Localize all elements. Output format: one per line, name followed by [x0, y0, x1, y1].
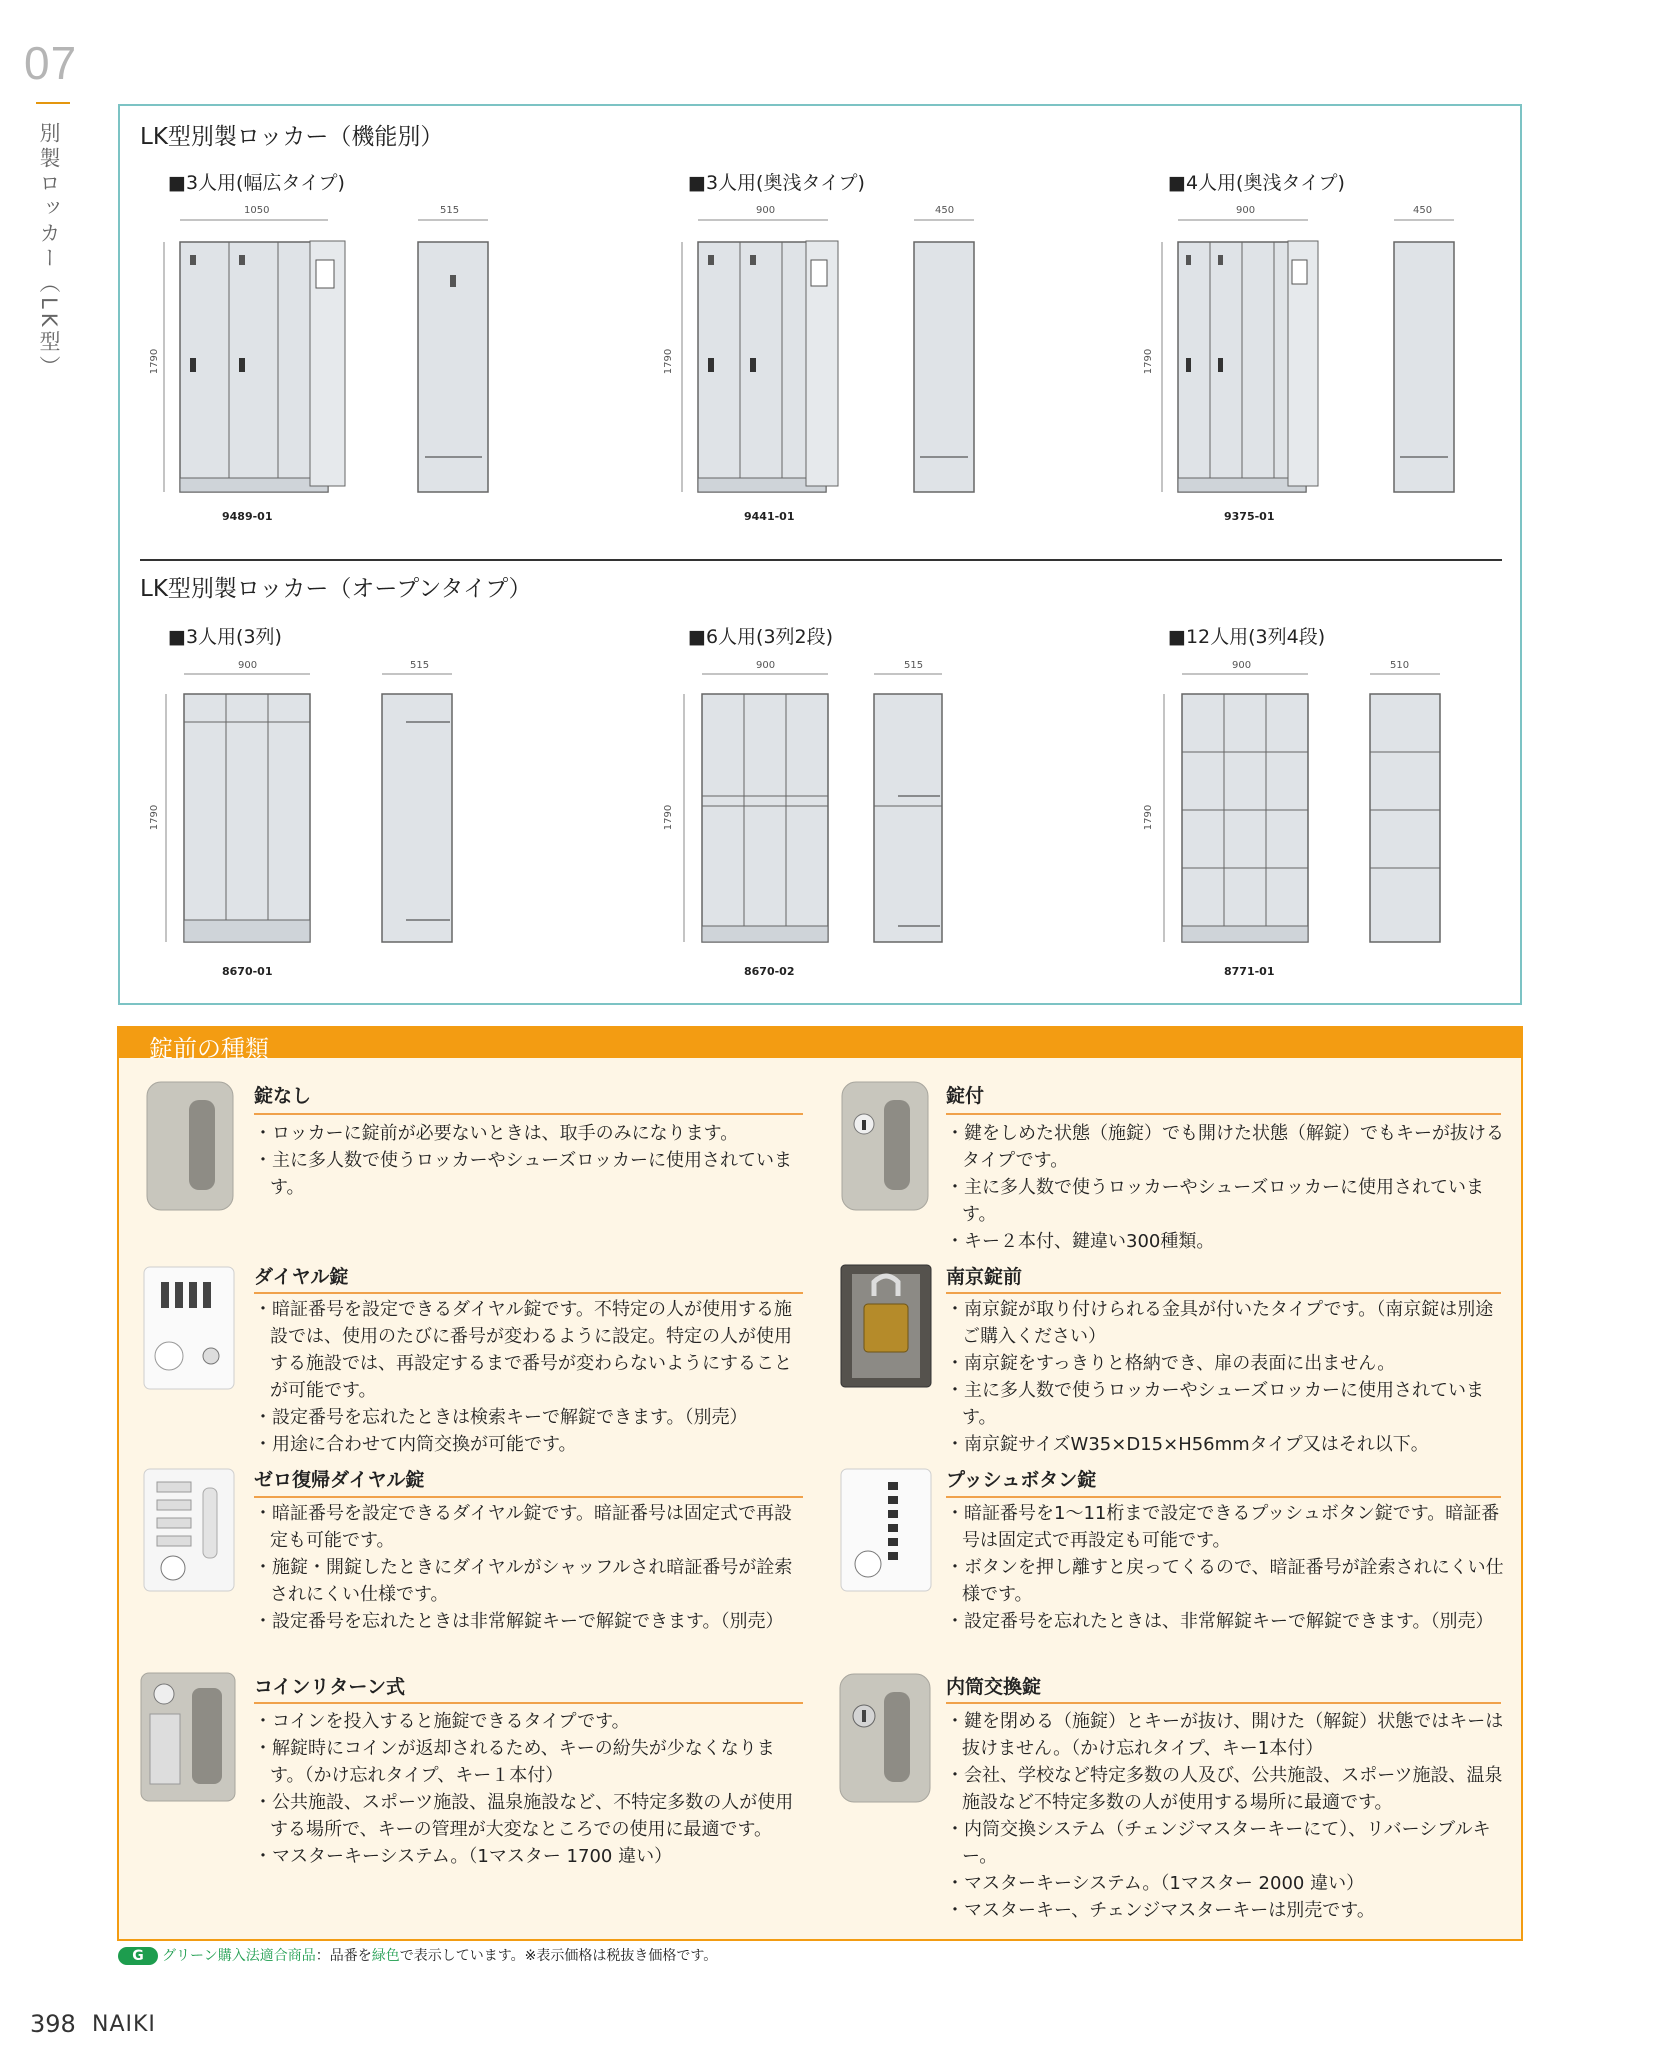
s2-item3-width: 900 — [1232, 660, 1252, 671]
lock-coin-desc — [254, 1708, 804, 1870]
handle-with-key-icon — [840, 1080, 930, 1212]
footnote-green-word: 緑色 — [371, 1948, 400, 1964]
section-divider — [140, 559, 1502, 561]
lock-padlock-rule — [946, 1292, 1501, 1294]
lock-push-desc-2: ・ 設定番号を忘れたときは、非常解錠キーで解錠できます。（別売） — [946, 1608, 1506, 1635]
lock-cylinder-desc-0: ・ 鍵を閉める（施錠）とキーが抜け、開けた（解錠）状態ではキーは抜けません。（かけ忘れタイプ、キー1本付） — [946, 1708, 1506, 1762]
lock-padlock-desc-2: ・ 主に多人数で使うロッカーやシューズロッカーに使用されています。 — [946, 1377, 1506, 1431]
s1-item1-height: 1790 — [149, 348, 161, 375]
s1-item2-depth: 450 — [935, 205, 955, 216]
footnote-text2: で表示しています。※表示価格は税抜き価格です。 — [399, 1948, 718, 1964]
lock-zerodial-desc-0: ・ 暗証番号を設定できるダイヤル錠です。暗証番号は固定式で再設定も可能です。 — [254, 1500, 804, 1554]
lock-cylinder-desc — [946, 1708, 1506, 1924]
lock-dial-desc-2: ・ 用途に合わせて内筒交換が可能です。 — [254, 1431, 804, 1458]
s1-item3-code: 9375-01 — [1224, 510, 1275, 523]
green-purchase-footnote — [118, 1945, 717, 1965]
s2-item1-depth: 515 — [410, 660, 430, 671]
lock-push-desc-1: ・ ボタンを押し離すと戻ってくるので、暗証番号が詮索されにくい仕様です。 — [946, 1554, 1506, 1608]
s2-item1-code: 8670-01 — [222, 965, 273, 978]
s2-item2-label: ■6人用(3列2段) — [688, 626, 834, 648]
zero-return-dial-icon — [143, 1468, 235, 1592]
lock-padlock-desc-3: ・ 南京錠サイズW35×D15×H56mmタイプ又はそれ以下。 — [946, 1431, 1506, 1458]
locker-9375-01-drawing — [1148, 215, 1458, 500]
lock-key-rule — [946, 1113, 1501, 1115]
lock-push-desc-0: ・ 暗証番号を1～11桁まで設定できるプッシュボタン錠です。暗証番号は固定式で再設定も可能です。 — [946, 1500, 1506, 1554]
s2-item3-code: 8771-01 — [1224, 965, 1275, 978]
locker-9489-01-drawing — [150, 215, 500, 500]
lock-key-title: 錠付 — [946, 1085, 985, 1107]
lock-coin-desc-3: ・ マスターキーシステム。（1マスター 1700 違い） — [254, 1843, 804, 1870]
lock-cylinder-rule — [946, 1702, 1501, 1704]
s1-item1-label: ■3人用(幅広タイプ) — [168, 172, 345, 194]
lock-cylinder-desc-3: ・ マスターキーシステム。（1マスター 2000 違い） — [946, 1870, 1506, 1897]
lock-zerodial-title: ゼロ復帰ダイヤル錠 — [254, 1469, 425, 1491]
cylinder-exchange-lock-icon — [838, 1672, 932, 1804]
lock-key-desc-1: ・ 主に多人数で使うロッカーやシューズロッカーに使用されています。 — [946, 1174, 1506, 1228]
lock-none-rule — [254, 1113, 803, 1115]
lock-padlock-desc-0: ・ 南京錠が取り付けられる金具が付いたタイプです。（南京錠は別途ご購入ください） — [946, 1296, 1506, 1350]
locker-8670-02-drawing — [668, 670, 968, 950]
lock-none-title: 錠なし — [254, 1085, 312, 1107]
lock-padlock-title: 南京錠前 — [946, 1266, 1023, 1288]
s1-item2-width: 900 — [756, 205, 776, 216]
lock-cylinder-desc-1: ・ 会社、学校など特定多数の人及び、公共施設、スポーツ施設、温泉施設など不特定多数の人が使用する場所に最適です。 — [946, 1762, 1506, 1816]
lock-none-desc-0: ・ ロッカーに錠前が必要ないときは、取手のみになります。 — [254, 1120, 804, 1147]
lock-cylinder-title: 内筒交換錠 — [946, 1676, 1042, 1698]
s2-item2-width: 900 — [756, 660, 776, 671]
s1-item1-code: 9489-01 — [222, 510, 273, 523]
s2-item2-height: 1790 — [663, 804, 675, 831]
brand-name: NAIKI — [92, 2012, 156, 2037]
chapter-accent-line — [36, 102, 70, 104]
green-logo-icon: G — [118, 1947, 158, 1965]
lock-cylinder-desc-4: ・ マスターキー、チェンジマスターキーは別売です。 — [946, 1897, 1506, 1924]
lock-coin-desc-2: ・ 公共施設、スポーツ施設、温泉施設など、不特定多数の人が使用する場所で、キーの管理が大変なところでの使用に最適です。 — [254, 1789, 804, 1843]
lock-types-heading: 錠前の種類 — [149, 1035, 269, 1063]
lock-types-header — [119, 1028, 1521, 1063]
lock-padlock-desc-1: ・ 南京錠をすっきりと格納でき、扉の表面に出ません。 — [946, 1350, 1506, 1377]
s1-item2-code: 9441-01 — [744, 510, 795, 523]
lock-zerodial-desc — [254, 1500, 804, 1635]
lock-zerodial-desc-2: ・ 設定番号を忘れたときは非常解錠キーで解錠できます。（別売） — [254, 1608, 804, 1635]
s2-item1-height: 1790 — [149, 804, 161, 831]
lock-coin-rule — [254, 1702, 803, 1704]
locker-8771-01-drawing — [1148, 670, 1468, 950]
lock-zerodial-rule — [254, 1496, 803, 1498]
footnote-text1: ：品番を — [315, 1948, 372, 1964]
locker-9441-01-drawing — [668, 215, 978, 500]
coin-return-lock-icon — [140, 1672, 236, 1802]
s1-item3-depth: 450 — [1413, 205, 1433, 216]
s1-item1-depth: 515 — [440, 205, 460, 216]
lock-key-desc — [946, 1120, 1506, 1255]
s1-item1-width: 1050 — [244, 205, 270, 216]
s1-item3-width: 900 — [1236, 205, 1256, 216]
handle-no-lock-icon — [145, 1080, 235, 1212]
lock-padlock-desc — [946, 1296, 1506, 1458]
s1-item2-height: 1790 — [663, 348, 675, 375]
dial-lock-icon — [143, 1266, 235, 1390]
chapter-vertical-label: 別製ロッカー（LK型） — [37, 122, 61, 381]
lock-dial-desc — [254, 1296, 804, 1458]
s2-item3-depth: 510 — [1390, 660, 1410, 671]
lock-push-title: プッシュボタン錠 — [946, 1469, 1097, 1491]
lock-coin-desc-0: ・ コインを投入すると施錠できるタイプです。 — [254, 1708, 804, 1735]
s2-item3-label: ■12人用(3列4段) — [1168, 626, 1326, 648]
lock-key-desc-0: ・ 鍵をしめた状態（施錠）でも開けた状態（解錠）でもキーが抜けるタイプです。 — [946, 1120, 1506, 1174]
lock-dial-title: ダイヤル錠 — [254, 1266, 349, 1288]
s1-item2-label: ■3人用(奥浅タイプ) — [688, 172, 865, 194]
lock-none-desc-1: ・ 主に多人数で使うロッカーやシューズロッカーに使用されています。 — [254, 1147, 804, 1201]
lock-dial-rule — [254, 1292, 803, 1294]
lock-coin-desc-1: ・ 解錠時にコインが返却されるため、キーの紛失が少なくなります。（かけ忘れタイプ、キー１本付） — [254, 1735, 804, 1789]
chapter-number: 07 — [24, 37, 78, 89]
lock-push-rule — [946, 1496, 1501, 1498]
green-label: グリーン購入法適合商品 — [162, 1948, 316, 1964]
page-number: 398 — [30, 2010, 76, 2038]
s2-item2-depth: 515 — [904, 660, 924, 671]
locker-8670-01-drawing — [150, 670, 470, 950]
padlock-icon — [840, 1264, 932, 1388]
s2-item2-code: 8670-02 — [744, 965, 795, 978]
lock-push-desc — [946, 1500, 1506, 1635]
lock-none-desc — [254, 1120, 804, 1201]
push-button-lock-icon — [840, 1468, 932, 1592]
s1-item3-height: 1790 — [1143, 348, 1155, 375]
lock-coin-title: コインリターン式 — [254, 1676, 406, 1698]
s1-item3-label: ■4人用(奥浅タイプ) — [1168, 172, 1345, 194]
section1-title: LK型別製ロッカー（機能別） — [140, 124, 444, 150]
lock-key-desc-2: ・ キー２本付、鍵違い300種類。 — [946, 1228, 1506, 1255]
lock-dial-desc-1: ・ 設定番号を忘れたときは検索キーで解錠できます。（別売） — [254, 1404, 804, 1431]
section2-title: LK型別製ロッカー（オープンタイプ） — [140, 576, 532, 602]
lock-dial-desc-0: ・ 暗証番号を設定できるダイヤル錠です。不特定の人が使用する施設では、使用のたびに番号が変わるように設定。特定の人が使用する施設では、再設定するまで番号が変わらないようにすることが可能です。 — [254, 1296, 804, 1404]
lock-cylinder-desc-2: ・ 内筒交換システム（チェンジマスターキーにて）、リバーシブルキー。 — [946, 1816, 1506, 1870]
lock-zerodial-desc-1: ・ 施錠・開錠したときにダイヤルがシャッフルされ暗証番号が詮索されにくい仕様です。 — [254, 1554, 804, 1608]
s2-item1-label: ■3人用(3列) — [168, 626, 282, 648]
s2-item3-height: 1790 — [1143, 804, 1155, 831]
s2-item1-width: 900 — [238, 660, 258, 671]
